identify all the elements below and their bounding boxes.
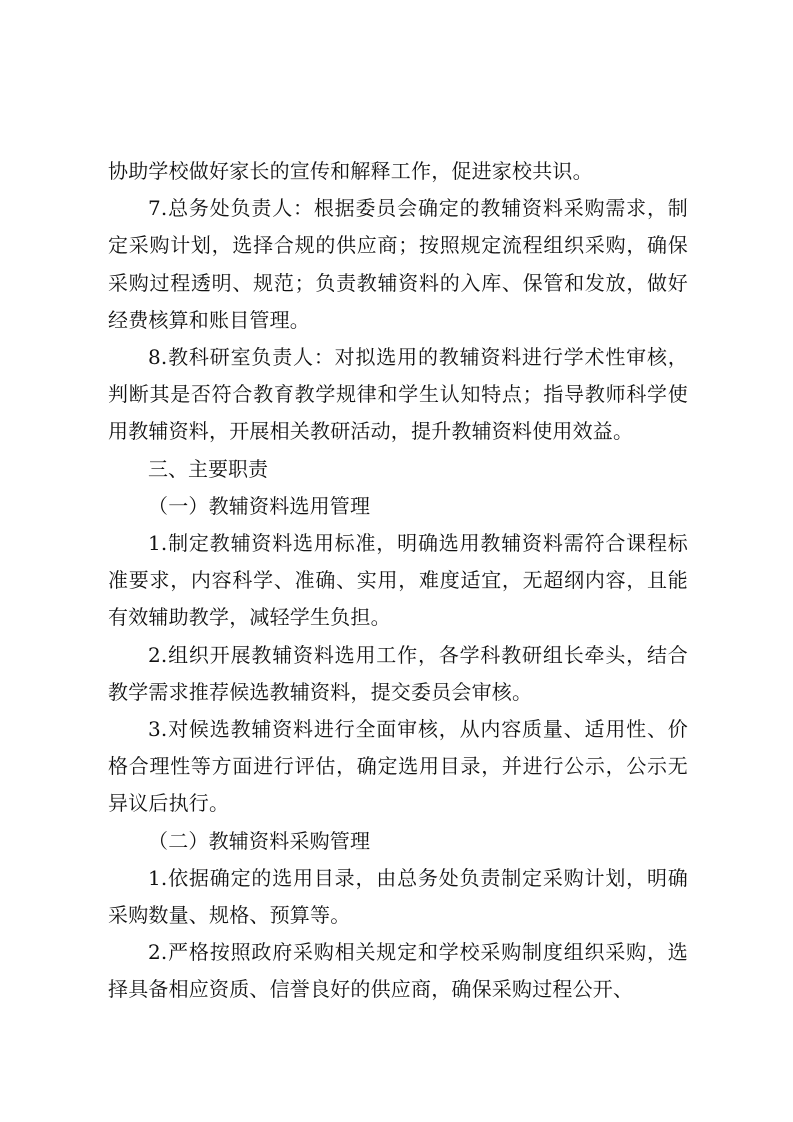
paragraph-continuation: 协助学校做好家长的宣传和解释工作，促进家校共识。	[108, 159, 593, 183]
subheading-procurement-management: （二）教辅资料采购管理	[148, 828, 371, 853]
paragraph-candidate-review: 3.对候选教辅资料进行全面审核，从内容质量、适用性、价格合理性等方面进行评估，确定选用目录，并进行公示，公示无异议后执行。	[108, 717, 688, 816]
section-heading-main-duties: 三、主要职责	[148, 456, 268, 481]
paragraph-selection-work: 2.组织开展教辅资料选用工作，各学科教研组长牵头，结合教学需求推荐候选教辅资料，提交委员会审核。	[108, 642, 688, 704]
paragraph-research-office-head: 8.教科研室负责人：对拟选用的教辅资料进行学术性审核，判断其是否符合教育教学规律和学生认知特点；指导教师科学使用教辅资料，开展相关教研活动，提升教辅资料使用效益。	[108, 345, 688, 444]
paragraph-general-affairs-head: 7.总务处负责人：根据委员会确定的教辅资料采购需求，制定采购计划，选择合规的供应商；按照规定流程组织采购，确保采购过程透明、规范；负责教辅资料的入库、保管和发放，做好经费核算和账目管理。	[108, 196, 688, 332]
paragraph-procurement-process: 2.严格按照政府采购相关规定和学校采购制度组织采购，选择具备相应资质、信誉良好的供应商，确保采购过程公开、	[108, 940, 688, 1002]
subheading-selection-management: （一）教辅资料选用管理	[148, 493, 371, 518]
paragraph-procurement-plan: 1.依据确定的选用目录，由总务处负责制定采购计划，明确采购数量、规格、预算等。	[108, 865, 688, 928]
document-body	[108, 153, 688, 1009]
paragraph-selection-standards: 1.制定教辅资料选用标准，明确选用教辅资料需符合课程标准要求，内容科学、准确、实用，难度适宜，无超纲内容，且能有效辅助教学，减轻学生负担。	[108, 531, 688, 630]
